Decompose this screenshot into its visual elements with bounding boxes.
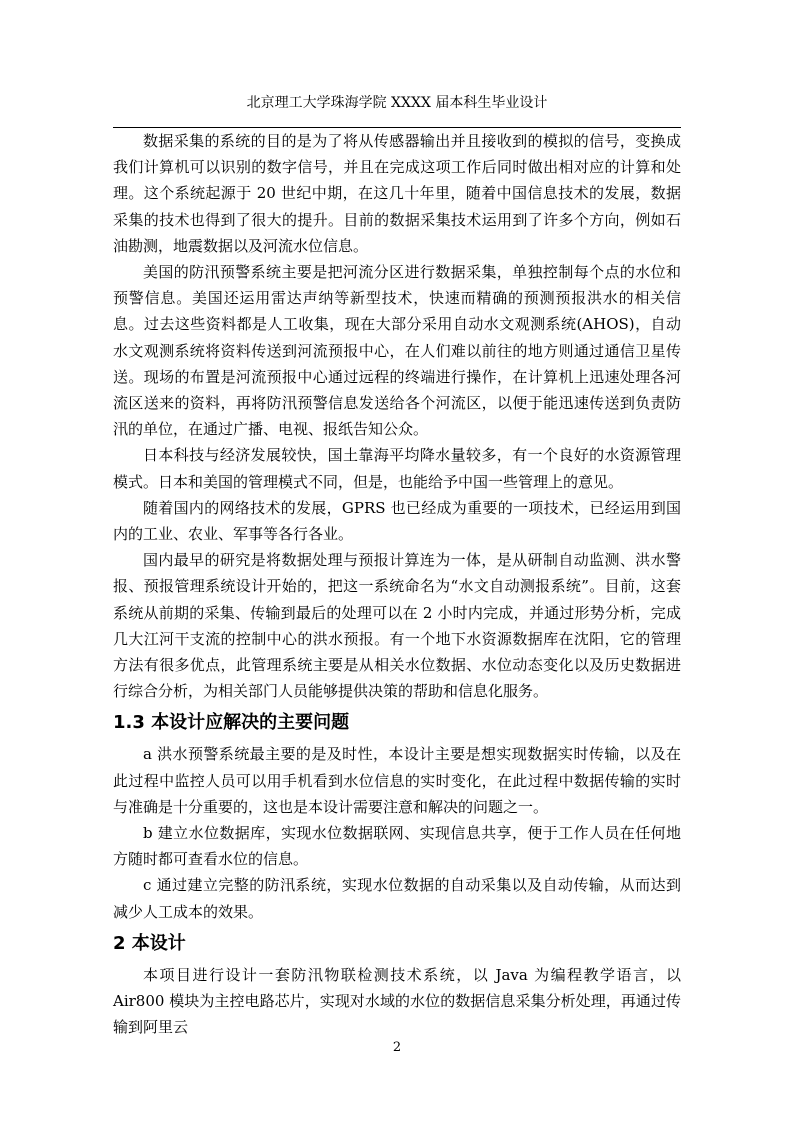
paragraph: 本项目进行设计一套防汛物联检测技术系统，以 Java 为编程教学语言，以 Air800 模块为主控电路芯片，实现对水域的水位的数据信息采集分析处理，再通过传输到阿里云 xyxy=(113,965,681,1037)
page-header: 北京理工大学珠海学院 XXXX 届本科生毕业设计 xyxy=(246,95,548,111)
section-heading-2: 2 本设计 xyxy=(113,932,186,954)
section-heading-1-3: 1.3 本设计应解决的主要问题 xyxy=(113,712,350,734)
paragraph: 美国的防汛预警系统主要是把河流分区进行数据采集，单独控制每个点的水位和预警信息。美国还运用雷达声纳等新型技术，快速而精确的预测预报洪水的相关信息。过去这些资料都是人工收集，现在大部分采用自动水文观测系统(AHOS)，自动水文观测系统将资料传送到河流预报中心，在人们难以前往的地方则通过通信卫星传送。现场的布置是河流预报中心通过远程的终端进行操作，在计算机上迅速处理各河流区送来的资料，再将防汛预警信息发送给各个河流区，以便于能迅速传送到负责防汛的单位，在通过广播、电视、报纸告知公众。 xyxy=(113,263,681,439)
paragraph: 日本科技与经济发展较快，国土靠海平均降水量较多，有一个良好的水资源管理模式。日本和美国的管理模式不同，但是，也能给予中国一些管理上的意见。 xyxy=(113,446,681,491)
paragraph: a 洪水预警系统最主要的是及时性，本设计主要是想实现数据实时传输，以及在此过程中监控人员可以用手机看到水位信息的实时变化，在此过程中数据传输的实时与准确是十分重要的，这也是本设计需要注意和解决的问题之一。 xyxy=(113,745,681,816)
document-body xyxy=(113,128,681,1041)
paragraph: b 建立水位数据库，实现水位数据联网、实现信息共享，便于工作人员在任何地方随时都可查看水位的信息。 xyxy=(113,824,681,869)
paragraph: 数据采集的系统的目的是为了将从传感器输出并且接收到的模拟的信号，变换成我们计算机可以识别的数字信号，并且在完成这项工作后同时做出相对应的计算和处理。这个系统起源于 20 世纪中期，在这几十年里，随着中国信息技术的发展，数据采集的技术也得到了很大的提升。目前的数据采集技术运用到了许多个方向，例如石油勘测，地震数据以及河流水位信息。 xyxy=(113,132,681,255)
paragraph: 随着国内的网络技术的发展，GPRS 也已经成为重要的一项技术，已经运用到国内的工业、农业、军事等各行各业。 xyxy=(113,498,681,544)
page-number: 2 xyxy=(392,1040,402,1055)
paragraph: c 通过建立完整的防汛系统，实现水位数据的自动采集以及自动传输，从而达到减少人工成本的效果。 xyxy=(113,876,681,921)
paragraph: 国内最早的研究是将数据处理与预报计算连为一体，是从研制自动监测、洪水警报、预报管理系统设计开始的，把这一系统命名为“水文自动测报系统”。目前，这套系统从前期的采集、传输到最后的处理可以在 2 小时内完成，并通过形势分析，完成几大江河干支流的控制中心的洪水预报。有一个地下水资源数据库在沈阳，它的管理方法有很多优点，此管理系统主要是从相关水位数据、水位动态变化以及历史数据进行综合分析，为相关部门人员能够提供决策的帮助和信息化服务。 xyxy=(113,551,681,701)
